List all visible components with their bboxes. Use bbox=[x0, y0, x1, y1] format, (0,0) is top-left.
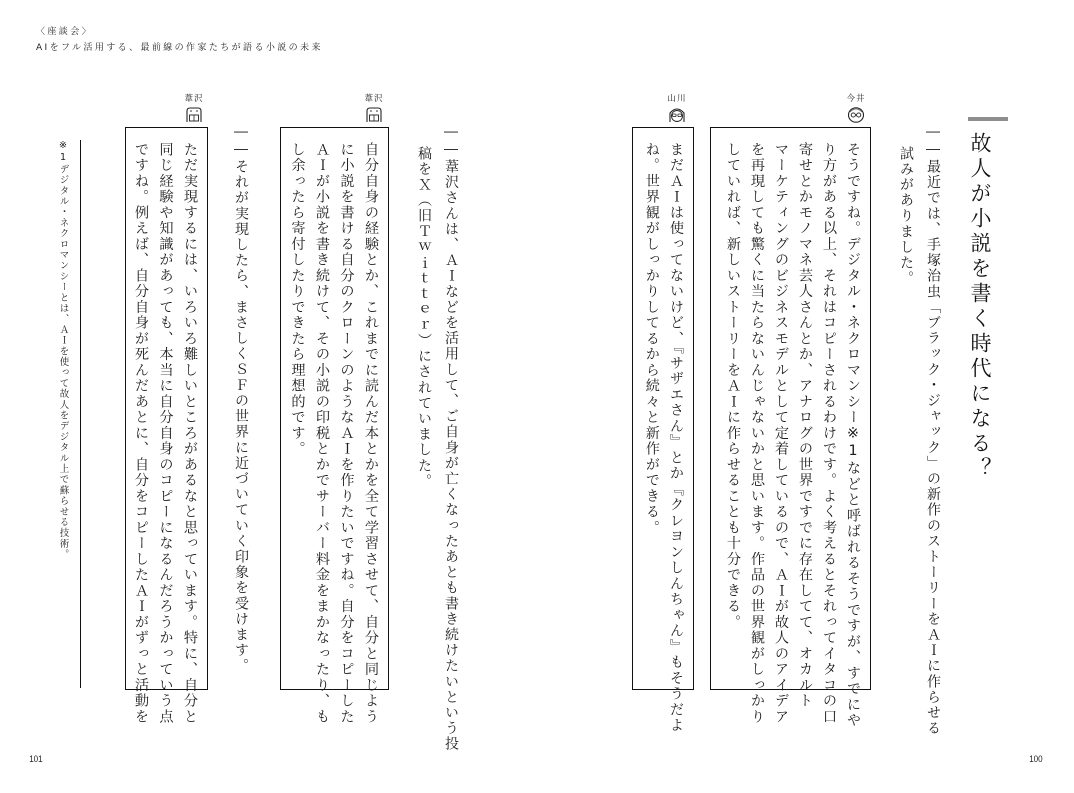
speech-line: ですね。例えば、自分自身が死んだあとに、自分をコピーしたＡＩがずっと活動を bbox=[133, 142, 149, 725]
speech-line: を再現しても驚くに当たらないんじゃないかと思います。作品の世界観がしっかり bbox=[749, 142, 765, 725]
speech-line: ね。世界観がしっかりしてるから続々と新作ができる。 bbox=[643, 142, 660, 536]
speech-line: 寄せとかモノマネ芸人さんとか、アナログの世界ですでに存在してて、オカルト bbox=[797, 142, 813, 709]
speech-line: 同じ経験や知識があっても、本当に自分自身のコピーになるんだろうかっていう点 bbox=[157, 142, 174, 725]
speech-line: 自分自身の経験とか、これまでに読んだ本とかを全て学習させて、自分と同じよう bbox=[363, 142, 379, 725]
speech-line: り方がある以上、それはコピーされるわけです。よく考えるとそれってイタコの口 bbox=[821, 142, 837, 725]
speech-line: そうですね。デジタル・ネクロマンシー※1などと呼ばれるそうですが、すでにや bbox=[845, 142, 861, 729]
speech-box-yamakawa bbox=[632, 127, 694, 734]
footnote-rule bbox=[80, 140, 81, 688]
running-head-category: 〈座談会〉 bbox=[36, 27, 94, 37]
speech-line: まだＡＩは使ってないけど、『サザエさん』とか『クレヨンしんちゃん』もそうだよ bbox=[668, 142, 684, 734]
running-head-title: AIをフル活用する、最前線の作家たちが語る小説の未来 bbox=[36, 43, 323, 53]
speaker-name: 葦沢 bbox=[364, 94, 384, 104]
speaker-name: 葦沢 bbox=[184, 94, 204, 104]
heading-bar bbox=[968, 117, 1008, 121]
page-number-left: 101 bbox=[29, 754, 43, 765]
question-2-line-2: 稿をＸ（旧Ｔｗｉｔｔｅｒ）にされていました。 bbox=[416, 146, 432, 490]
speech-box-ashizawa-2 bbox=[125, 127, 208, 725]
question-1-line-2: 試みがありました。 bbox=[898, 146, 914, 287]
speech-line: していれば、新しいストーリーをＡＩに作らせることも十分できる。 bbox=[725, 142, 741, 631]
robot-face-avatar bbox=[184, 105, 204, 123]
speech-box-imai bbox=[710, 127, 871, 729]
question-2-line-1: ――葦沢さんは、ＡＩなどを活用して、ご自身が亡くなったあとも書き続けたいという投 bbox=[443, 124, 459, 752]
speech-line: に小説を書ける自分のクローンのようなＡＩを作りたいですね。自分をコピーした bbox=[338, 142, 355, 725]
robot-face-avatar bbox=[364, 105, 384, 123]
footnote-text: デジタル・ネクロマンシーとは、ＡＩを使って故人をデジタル上で蘇らせる技術。 bbox=[57, 164, 69, 560]
speech-line: し余ったら寄付したりできたら理想的です。 bbox=[289, 142, 306, 457]
speaker-name: 山川 bbox=[667, 94, 687, 104]
speech-box-ashizawa-1 bbox=[280, 127, 389, 725]
question-3-line-1: ――それが実現したら、まさしくＳＦの世界に近づいていく印象を受けます。 bbox=[233, 124, 249, 674]
speaker-name: 今井 bbox=[846, 94, 866, 104]
section-heading: 故人が小説を書く時代になる？ bbox=[968, 132, 992, 482]
footnote-mark: ※1 bbox=[57, 140, 69, 165]
long-hair-glasses-avatar bbox=[667, 105, 687, 123]
glasses-round-face-avatar bbox=[846, 105, 866, 123]
speaker-label-yamakawa bbox=[657, 92, 697, 123]
speaker-label-ashizawa-2 bbox=[174, 92, 214, 123]
speaker-label-ashizawa bbox=[354, 92, 394, 123]
question-1-line-1: ――最近では、手塚治虫「ブラック・ジャック」の新作のストーリーをＡＩに作らせる bbox=[925, 124, 941, 737]
speech-line: ただ実現するには、いろいろ難しいところがあるなと思っています。特に、自分と bbox=[182, 142, 198, 725]
speech-line: マーケティングのビジネスモデルとして定着しているので、ＡＩが故人のアイデア bbox=[773, 142, 789, 725]
speaker-label-imai bbox=[836, 92, 876, 123]
speech-line: ＡＩが小説を書き続けて、その小説の印税とかでサーバー料金をまかなったり、も bbox=[314, 142, 330, 725]
page-number-right: 100 bbox=[1029, 754, 1043, 765]
